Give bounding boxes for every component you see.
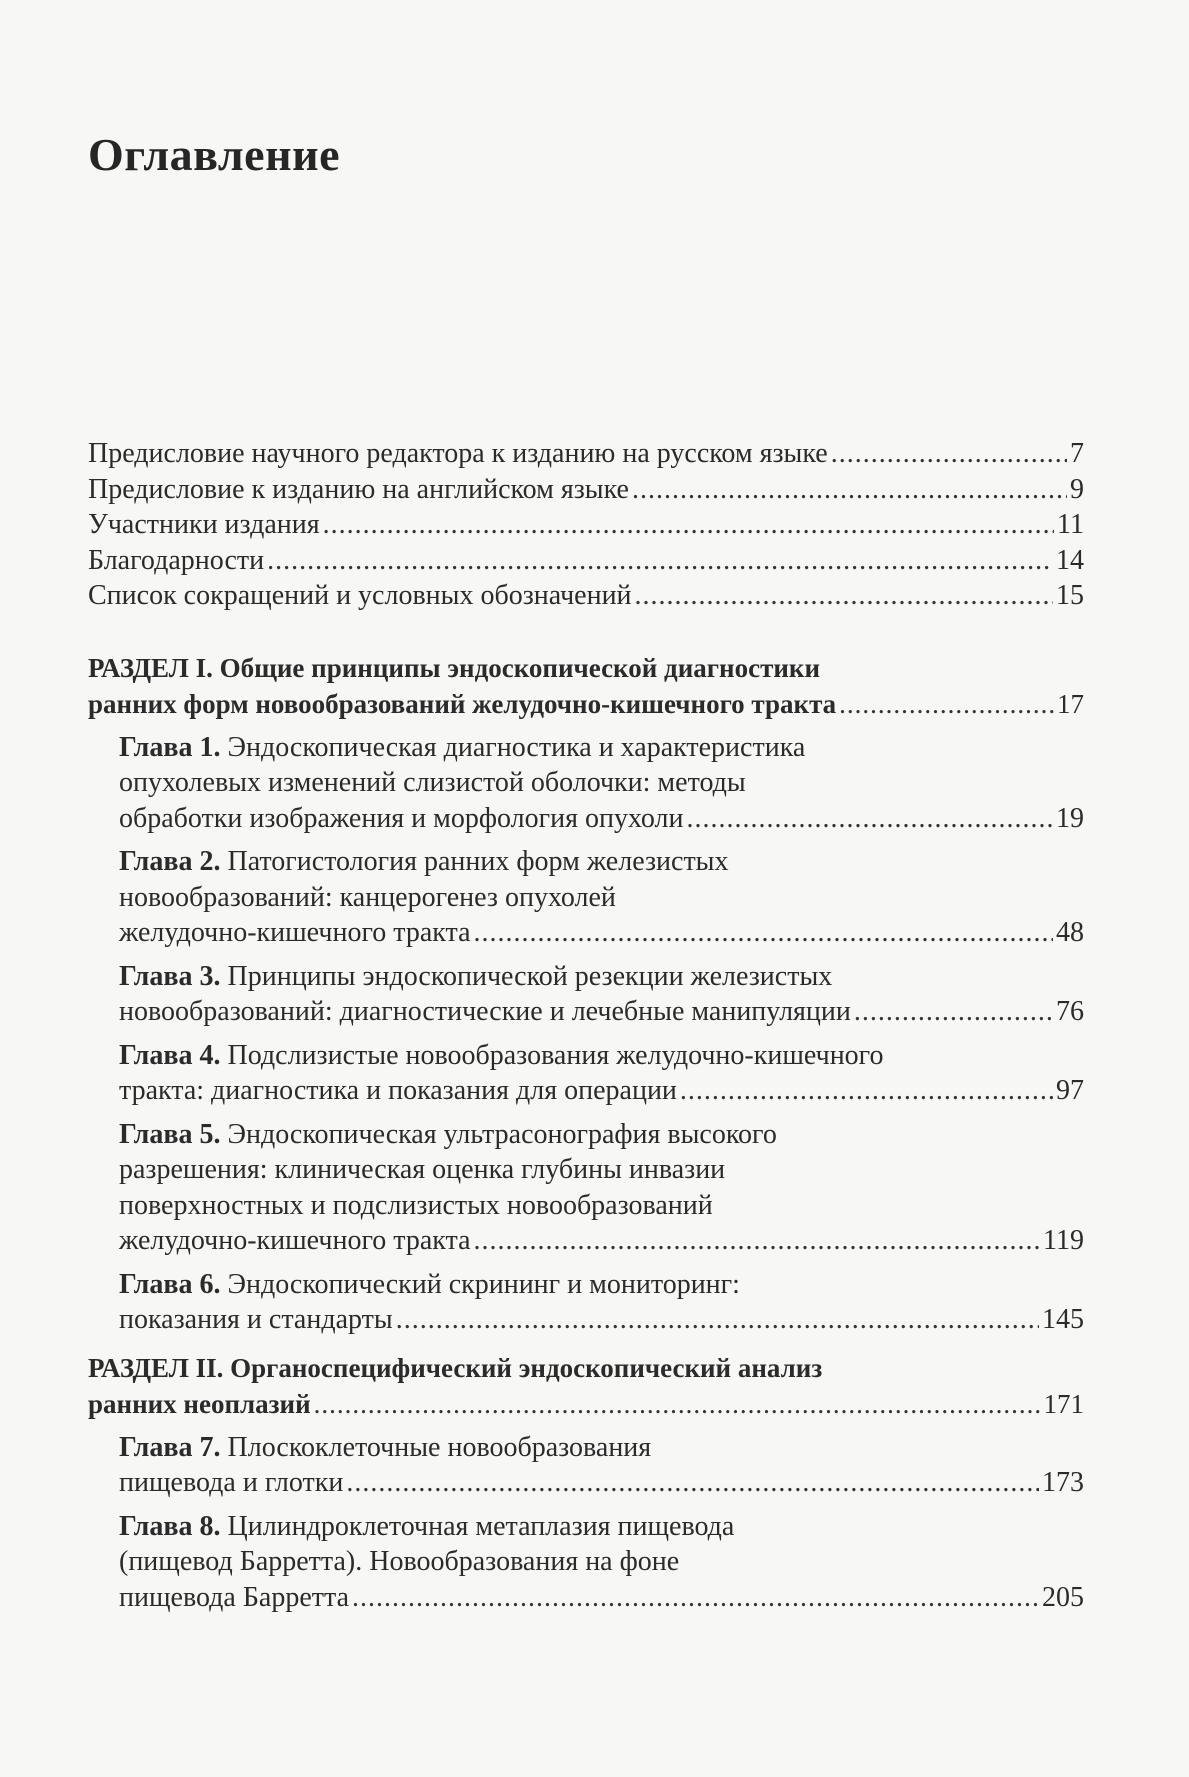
toc-entry-acknowledgements[interactable] [88,543,1084,579]
toc-chapter-5[interactable] [119,1117,1084,1259]
chapter-title-line: опухолевых изменений слизистой оболочки: методы [119,767,746,798]
toc-chapter-2[interactable] [119,844,1084,951]
toc-page-number: 119 [1043,1225,1084,1256]
chapter-label: Глава 7. [119,1431,221,1463]
toc-page-number: 48 [1056,917,1084,948]
chapter-title-line: Патогистология ранних форм железистых [220,846,729,877]
chapter-title-line: Цилиндроклеточная метаплазия пищевода [220,1510,735,1542]
chapter-title-line: желудочно-кишечного тракта [119,1225,471,1256]
chapter-title-line: поверхностных и подслизистых новообразований [119,1189,713,1221]
toc-chapter-7[interactable] [119,1430,1084,1501]
section-heading-line: ранних форм новообразований желудочно-кишечного тракта [88,688,837,719]
chapter-title-line: пищевода и глотки [119,1467,344,1498]
toc-page-number: 171 [1043,1388,1084,1419]
toc-page-number: 17 [1057,688,1084,719]
chapter-title-line: Подслизистые новообразования желудочно-кишечного [220,1039,884,1071]
toc-entry-text: Предисловие научного редактора к изданию на русском языке [88,438,828,469]
leader-dots [323,507,1054,543]
toc-entry-abbreviations[interactable] [88,578,1084,614]
section-heading-line: РАЗДЕЛ II. Органоспецифический эндоскопический анализ [88,1352,823,1383]
leader-dots [635,578,1053,614]
toc-page-number: 76 [1056,996,1084,1027]
page-title: Оглавление [88,129,341,180]
leader-dots [831,436,1067,472]
leader-dots [854,994,1053,1030]
leader-dots [686,801,1053,837]
chapter-title-line: Эндоскопическая диагностика и характеристика [220,731,806,763]
chapter-label: Глава 6. [119,1268,221,1300]
toc-section-2[interactable] [88,1350,1084,1422]
toc-chapter-1[interactable] [119,730,1084,837]
section-heading-line: РАЗДЕЛ I. Общие принципы эндоскопической диагностики [88,652,821,683]
chapter-title-line: Эндоскопическая ультрасонография высокого [220,1118,777,1150]
chapter-label: Глава 1. [119,731,221,763]
toc-page-number: 97 [1056,1075,1084,1106]
toc-page-number: 15 [1056,580,1084,611]
chapter-title-line: новообразований: диагностические и лечебные манипуляции [119,996,851,1027]
chapter-label: Глава 2. [119,846,221,877]
toc-chapter-4[interactable] [119,1038,1084,1109]
leader-dots [474,915,1053,951]
chapter-title-line: пищевода Барретта [119,1581,350,1613]
leader-dots [352,1580,1039,1616]
chapter-title-line: желудочно-кишечного тракта [119,917,471,948]
toc-page-number: 205 [1042,1581,1084,1613]
chapter-label: Глава 5. [119,1118,221,1150]
toc-page-number: 9 [1070,473,1084,505]
section-heading-line: ранних неоплазий [88,1388,311,1419]
toc-chapter-3[interactable] [119,959,1084,1030]
toc-entry-text: Список сокращений и условных обозначений [88,580,632,611]
toc-entry-foreword-editor[interactable] [88,436,1084,472]
chapter-title-line: показания и стандарты [119,1304,393,1335]
toc-entry-text: Благодарности [88,544,265,576]
chapter-title-line: тракта: диагностика и показания для операции [119,1075,677,1106]
chapter-title-line: Плоскоклеточные новообразования [220,1431,652,1463]
leader-dots [839,686,1054,722]
leader-dots [474,1223,1041,1259]
toc-chapter-6[interactable] [119,1267,1084,1338]
toc-page-number: 173 [1042,1467,1084,1498]
leader-dots [396,1302,1039,1338]
toc-page-number: 145 [1042,1304,1084,1335]
toc-chapter-8[interactable] [119,1509,1084,1616]
chapter-title-line: (пищевод Барретта). Новообразования на фоне [119,1546,680,1577]
chapter-title-line: обработки изображения и морфология опухоли [119,802,684,834]
chapter-title-line: разрешения: клиническая оценка глубины инвазии [119,1154,726,1185]
chapter-title-line: новообразований: канцерогенез опухолей [119,881,616,913]
leader-dots [267,543,1053,579]
chapter-label: Глава 8. [119,1510,221,1542]
toc-section-1[interactable] [88,650,1084,722]
leader-dots [632,472,1067,508]
toc-entry-text: Участники издания [88,509,320,540]
toc-page-number: 14 [1056,544,1084,576]
toc-page-number: 19 [1056,802,1084,834]
toc-page-number: 7 [1070,438,1084,469]
toc-entry-contributors[interactable] [88,507,1084,543]
chapter-title-line: Принципы эндоскопической резекции железистых [220,960,833,992]
toc-entry-foreword-english[interactable] [88,472,1084,508]
leader-dots [680,1073,1053,1109]
chapter-label: Глава 3. [119,960,221,992]
chapter-title-line: Эндоскопический скрининг и мониторинг: [220,1268,740,1300]
chapter-label: Глава 4. [119,1039,221,1071]
leader-dots [346,1465,1039,1501]
leader-dots [314,1386,1041,1422]
toc-entry-text: Предисловие к изданию на английском языке [88,473,629,505]
toc-page-number: 11 [1057,509,1084,540]
table-of-contents [88,436,1084,1615]
